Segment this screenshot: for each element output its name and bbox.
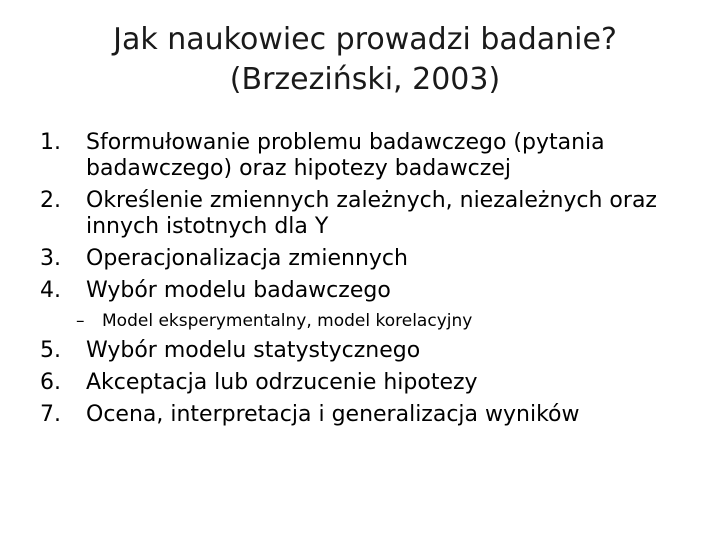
dash-bullet: – — [76, 311, 85, 331]
title-line-1: Jak naukowiec prowadzi badanie? — [113, 22, 617, 57]
list-number: 3. — [40, 246, 61, 271]
numbered-list — [36, 130, 716, 428]
list-item — [36, 338, 716, 364]
list-number: 1. — [40, 130, 61, 155]
list-item-text: Sformułowanie problemu badawczego (pytania badawczego) oraz hipotezy badawczej — [86, 130, 605, 181]
list-item-text: Operacjonalizacja zmiennych — [86, 246, 408, 271]
list-item-text: Wybór modelu statystycznego — [86, 338, 421, 363]
list-number: 5. — [40, 338, 61, 363]
list-number: 4. — [40, 278, 61, 303]
list-number: 6. — [40, 370, 61, 395]
list-item — [36, 402, 716, 428]
list-item-text: Wybór modelu badawczego — [86, 278, 391, 303]
sub-list-item-text: Model eksperymentalny, model korelacyjny — [102, 311, 473, 331]
list-item — [36, 188, 716, 240]
list-item-text: Określenie zmiennych zależnych, niezależnych oraz innych istotnych dla Y — [86, 188, 657, 239]
title-line-2: (Brzeziński, 2003) — [229, 62, 501, 97]
list-item — [36, 278, 716, 304]
list-item — [36, 246, 716, 272]
list-number: 2. — [40, 188, 61, 213]
list-number: 7. — [40, 402, 61, 427]
list-item-text: Ocena, interpretacja i generalizacja wyników — [86, 402, 580, 427]
list-item — [36, 130, 716, 182]
list-item-text: Akceptacja lub odrzucenie hipotezy — [86, 370, 478, 395]
slide-title — [40, 20, 690, 100]
list-item — [36, 370, 716, 396]
sub-list-item — [36, 310, 716, 332]
